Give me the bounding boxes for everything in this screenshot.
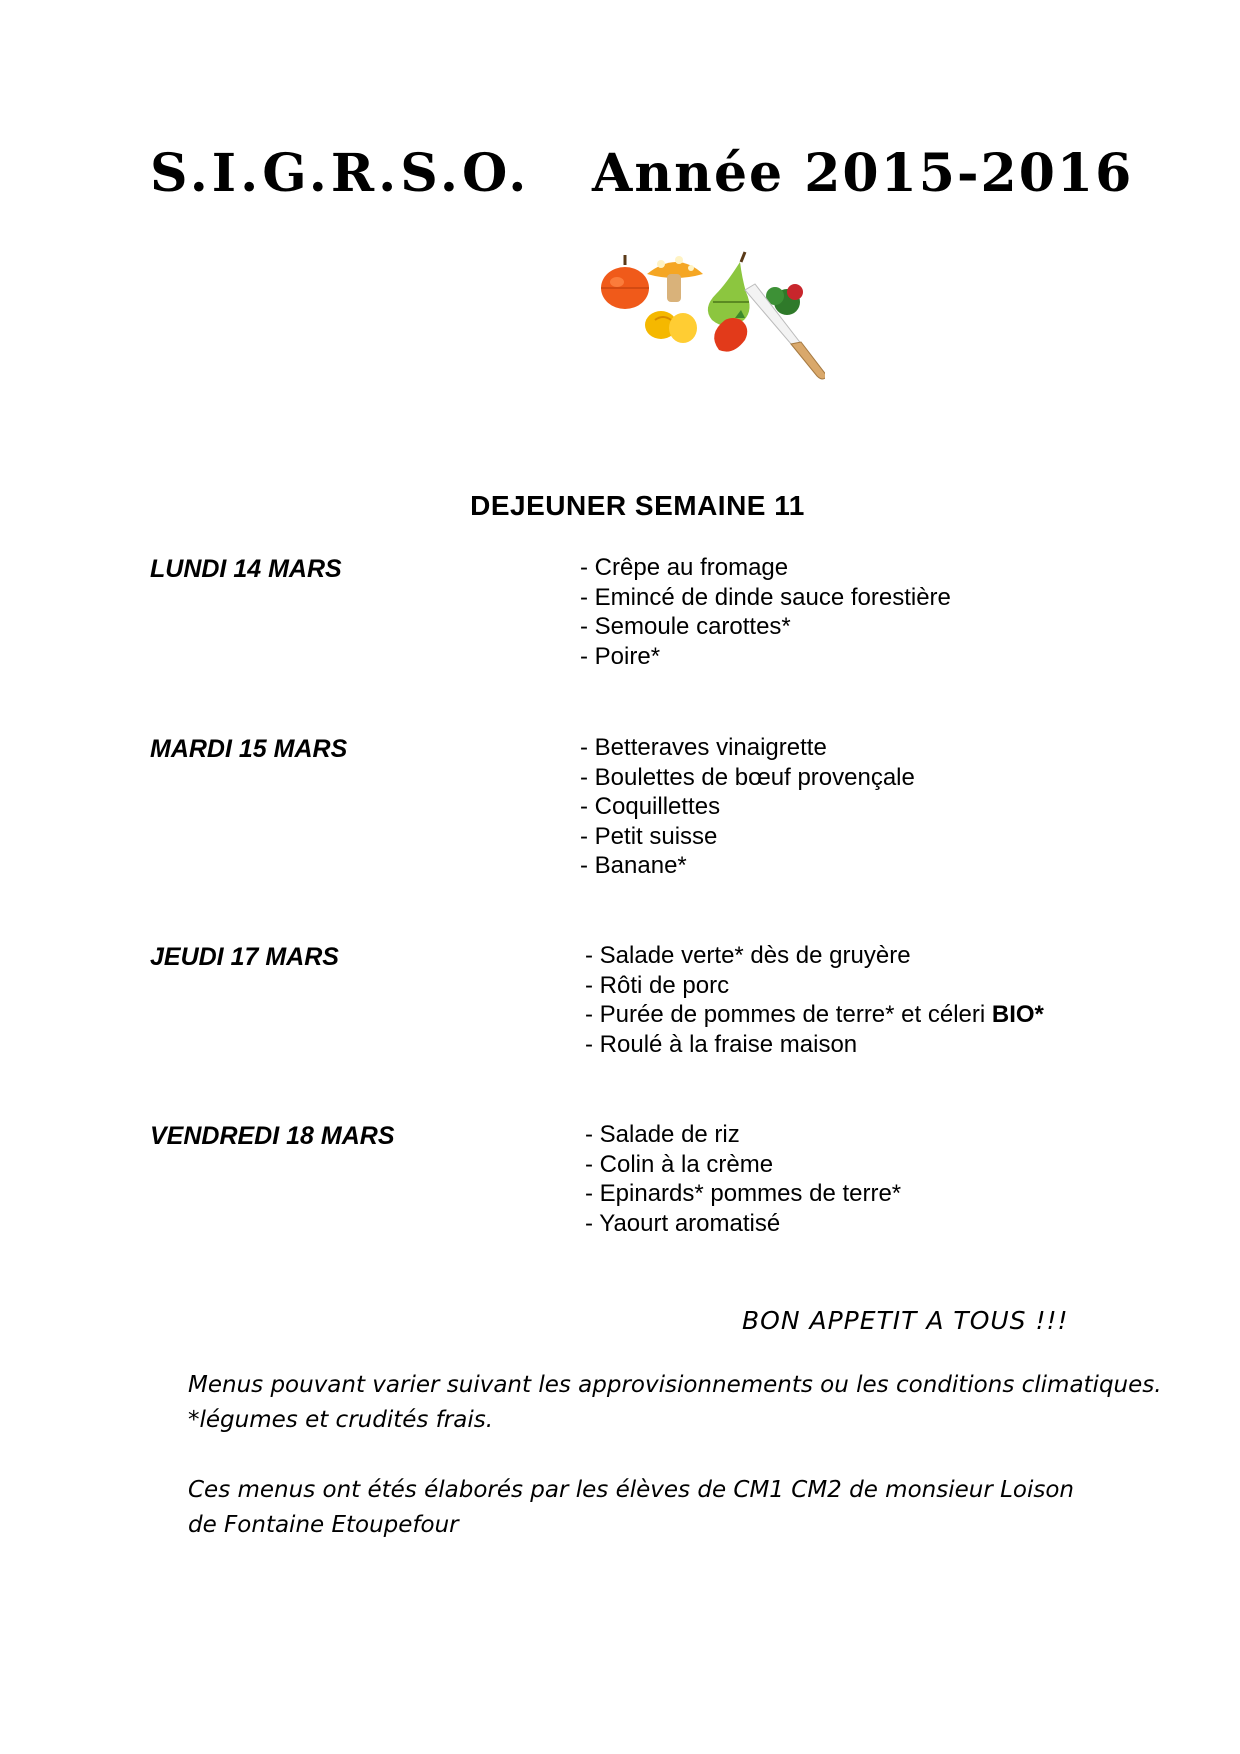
menu-item: - Poire*: [580, 642, 951, 672]
menu-item: - Coquillettes: [580, 792, 915, 822]
menu-item: - Betteraves vinaigrette: [580, 733, 915, 763]
menu-item-text: Purée de pommes de terre* et céleri: [599, 1001, 986, 1028]
day-label-tuesday: MARDI 15 MARS: [150, 735, 348, 763]
menu-item: - Colin à la crème: [585, 1150, 901, 1180]
week-title: DEJEUNER SEMAINE 11: [470, 490, 805, 521]
menu-item: - Salade verte* dès de gruyère: [585, 941, 1044, 971]
menu-item-with-bio: [585, 1000, 1044, 1030]
menu-item: - Yaourt aromatisé: [585, 1209, 901, 1239]
menu-list-friday: [585, 1120, 901, 1238]
menu-item: - Crêpe au fromage: [580, 553, 951, 583]
menu-list-tuesday: [580, 733, 915, 881]
day-label-monday: LUNDI 14 MARS: [150, 555, 342, 583]
menu-list-thursday: [585, 941, 1044, 1059]
menu-item: - Emincé de dinde sauce forestière: [580, 583, 951, 613]
day-label-friday: VENDREDI 18 MARS: [150, 1122, 395, 1150]
menu-item: - Roulé à la fraise maison: [585, 1030, 1044, 1060]
note-line-3: Ces menus ont étés élaborés par les élèves de CM1 CM2 de monsieur Loison: [188, 1477, 1074, 1503]
menu-item: - Semoule carottes*: [580, 612, 951, 642]
menu-item: - Epinards* pommes de terre*: [585, 1179, 901, 1209]
day-label-thursday: JEUDI 17 MARS: [150, 943, 339, 971]
menu-item: - Salade de riz: [585, 1120, 901, 1150]
note-line-2: *légumes et crudités frais.: [188, 1407, 494, 1433]
fruits-vegetables-illustration: [595, 250, 825, 385]
menu-list-monday: [580, 553, 951, 671]
menu-item: - Banane*: [580, 851, 915, 881]
organization-title: S.I.G.R.S.O.: [150, 143, 531, 204]
bio-tag: BIO*: [991, 1001, 1044, 1028]
school-year-title: Année 2015-2016: [592, 143, 1134, 204]
menu-item: - Petit suisse: [580, 822, 915, 852]
note-line-4: de Fontaine Etoupefour: [188, 1512, 459, 1538]
menu-item: - Rôti de porc: [585, 971, 1044, 1001]
closing-message: BON APPETIT A TOUS !!!: [742, 1306, 1069, 1335]
note-line-1: Menus pouvant varier suivant les approvisionnements ou les conditions climatiques.: [188, 1372, 1162, 1398]
menu-item: - Boulettes de bœuf provençale: [580, 763, 915, 793]
